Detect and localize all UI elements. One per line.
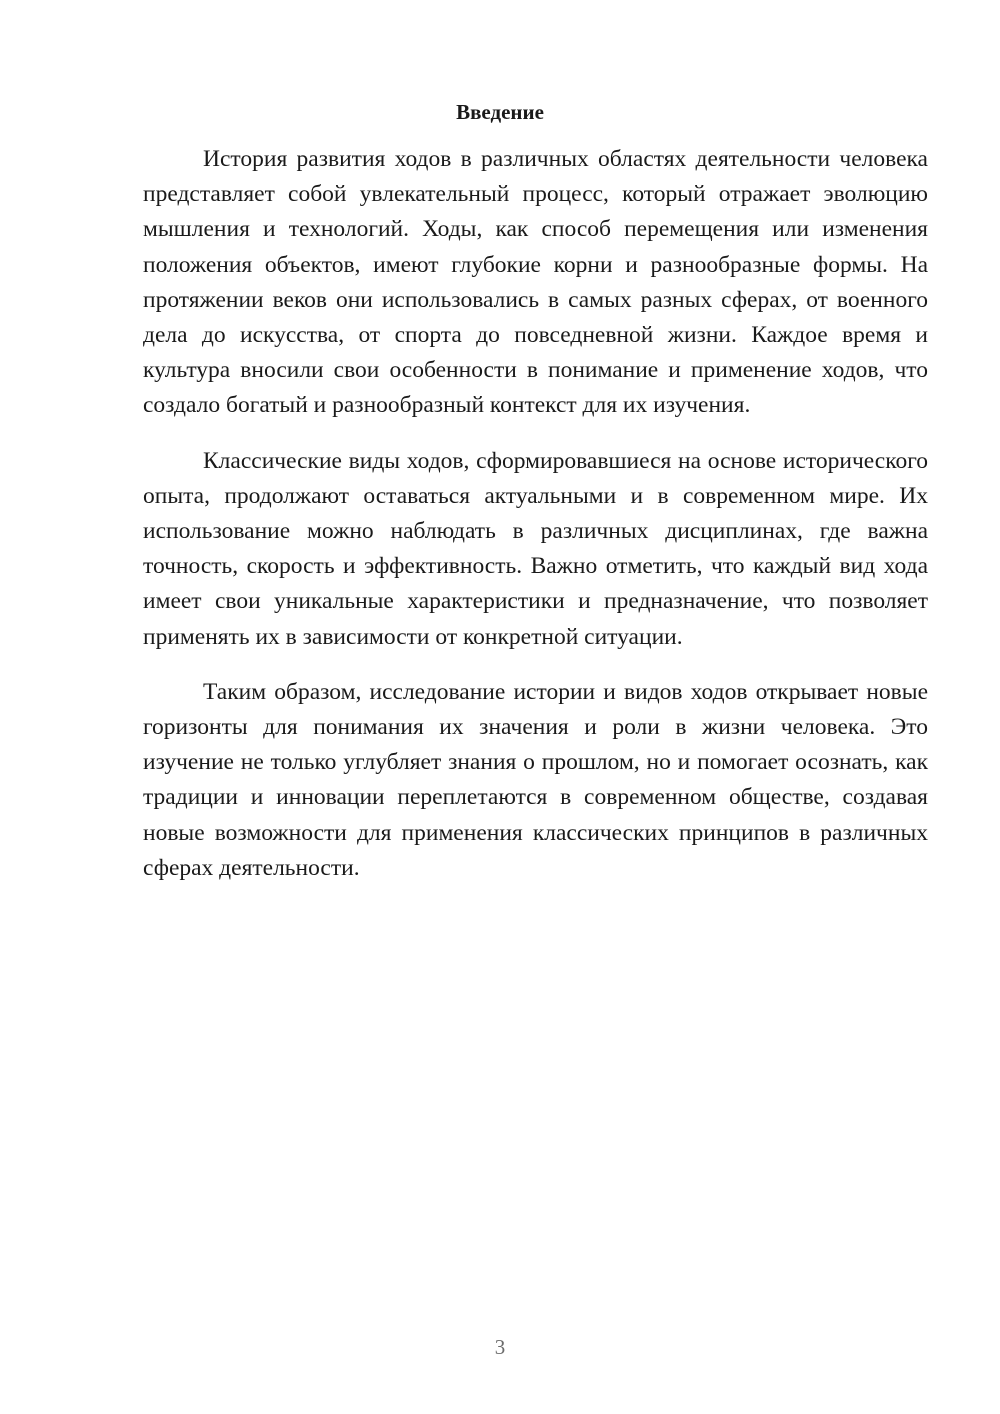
paragraph-2: Классические виды ходов, сформировавшиеся на основе исторического опыта, продолжают оставаться актуальными и в современном мире. Их использование можно наблюдать в различных дисциплинах, где важна точность, скорость и эффективность. Важно отметить, что каждый вид хода имеет свои уникальные характеристики и предназначение, что позволяет применять их в зависимости от конкретной ситуации. [143,447,928,650]
page-title: Введение [456,100,544,124]
page-number: 3 [494,1335,506,1359]
document-body [143,142,928,886]
paragraph-3: Таким образом, исследование истории и видов ходов открывает новые горизонты для понимания их значения и роли в жизни человека. Это изучение не только углубляет знания о прошлом, но и помогает осознать, как традиции и инновации переплетаются в современном обществе, создавая новые возможности для применения классических принципов в различных сферах деятельности. [143,678,928,881]
paragraph-1: История развития ходов в различных областях деятельности человека представляет собой увлекательный процесс, который отражает эволюцию мышления и технологий. Ходы, как способ перемещения или изменения положения объектов, имеют глубокие корни и разнообразные формы. На протяжении веков они использовались в самых разных сферах, от военного дела до искусства, от спорта до повседневной жизни. Каждое время и культура вносили свои особенности в понимание и применение ходов, что создало богатый и разнообразный контекст для их изучения. [143,146,928,419]
